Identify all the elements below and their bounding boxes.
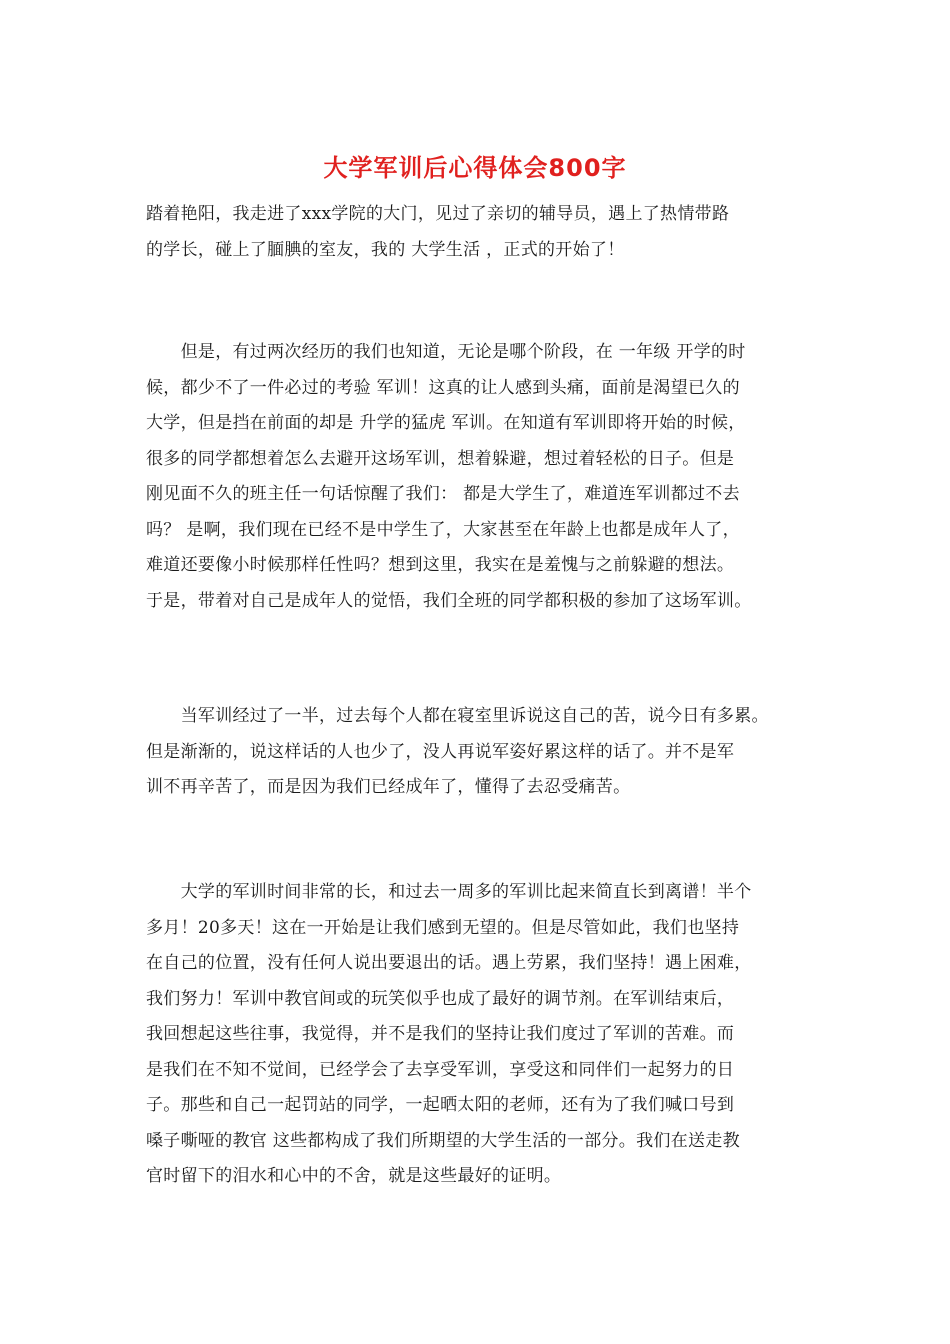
paragraph-line: 官时留下的泪水和心中的不舍，就是这些最好的证明。 — [146, 1166, 562, 1186]
paragraph-line: 但是渐渐的，说这样话的人也少了，没人再说军姿好累这样的话了。并不是军 — [146, 741, 735, 762]
paragraph-3 — [146, 699, 836, 806]
paragraph-line: 我们努力！军训中教官间或的玩笑似乎也成了最好的调节剂。在军训结束后， — [146, 988, 735, 1009]
paragraph-1 — [146, 197, 836, 268]
paragraph-line: 刚见面不久的班主任一句话惊醒了我们： 都是大学生了，难道连军训都过不去 — [146, 484, 740, 504]
paragraph-line: 踏着艳阳，我走进了xxx学院的大门，见过了亲切的辅导员，遇上了热情带路 — [146, 204, 730, 224]
paragraph-line: 是我们在不知不觉间，已经学会了去享受军训，享受这和同伴们一起努力的日 — [146, 1059, 735, 1080]
paragraph-line: 于是，带着对自己是成年人的觉悟，我们全班的同学都积极的参加了这场军训。 — [146, 590, 752, 611]
paragraph-line: 但是，有过两次经历的我们也知道，无论是哪个阶段，在 一年级 开学的时 — [146, 342, 746, 362]
paragraph-line: 难道还要像小时候那样任性吗？想到这里，我实在是羞愧与之前躲避的想法。 — [146, 555, 735, 575]
paragraph-line: 在自己的位置，没有任何人说出要退出的话。遇上劳累，我们坚持！遇上困难， — [146, 953, 752, 973]
paragraph-line: 候，都少不了一件必过的考验 军训！这真的让人感到头痛，面前是渴望已久的 — [146, 377, 740, 398]
paragraph-line: 的学长，碰上了腼腆的室友，我的 大学生活 ，正式的开始了！ — [146, 239, 625, 260]
paragraph-line: 大学的军训时间非常的长，和过去一周多的军训比起来简直长到离谱！半个 — [146, 882, 752, 902]
paragraph-line: 嗓子嘶哑的教官 这些都构成了我们所期望的大学生活的一部分。我们在送走教 — [146, 1130, 740, 1151]
document-title: 大学军训后心得体会800字 — [323, 154, 627, 182]
paragraph-line: 当军训经过了一半，过去每个人都在寝室里诉说这自己的苦，说今日有多累。 — [146, 706, 769, 726]
paragraph-line: 大学，但是挡在前面的却是 升学的猛虎 军训。在知道有军训即将开始的时候， — [146, 413, 746, 433]
paragraph-line: 吗？ 是啊，我们现在已经不是中学生了，大家甚至在年龄上也都是成年人了， — [146, 519, 740, 540]
paragraph-line: 很多的同学都想着怎么去避开这场军训，想着躲避，想过着轻松的日子。但是 — [146, 448, 735, 469]
paragraph-4 — [146, 875, 836, 1195]
paragraph-line: 子。那些和自己一起罚站的同学，一起晒太阳的老师，还有为了我们喊口号到 — [146, 1095, 735, 1115]
paragraph-line: 我回想起这些往事，我觉得，并不是我们的坚持让我们度过了军训的苦难。而 — [146, 1024, 735, 1044]
paragraph-2 — [146, 335, 836, 619]
paragraph-line: 多月！20多天！这在一开始是让我们感到无望的。但是尽管如此，我们也坚持 — [146, 917, 740, 938]
paragraph-line: 训不再辛苦了，而是因为我们已经成年了，懂得了去忍受痛苦。 — [146, 777, 631, 797]
